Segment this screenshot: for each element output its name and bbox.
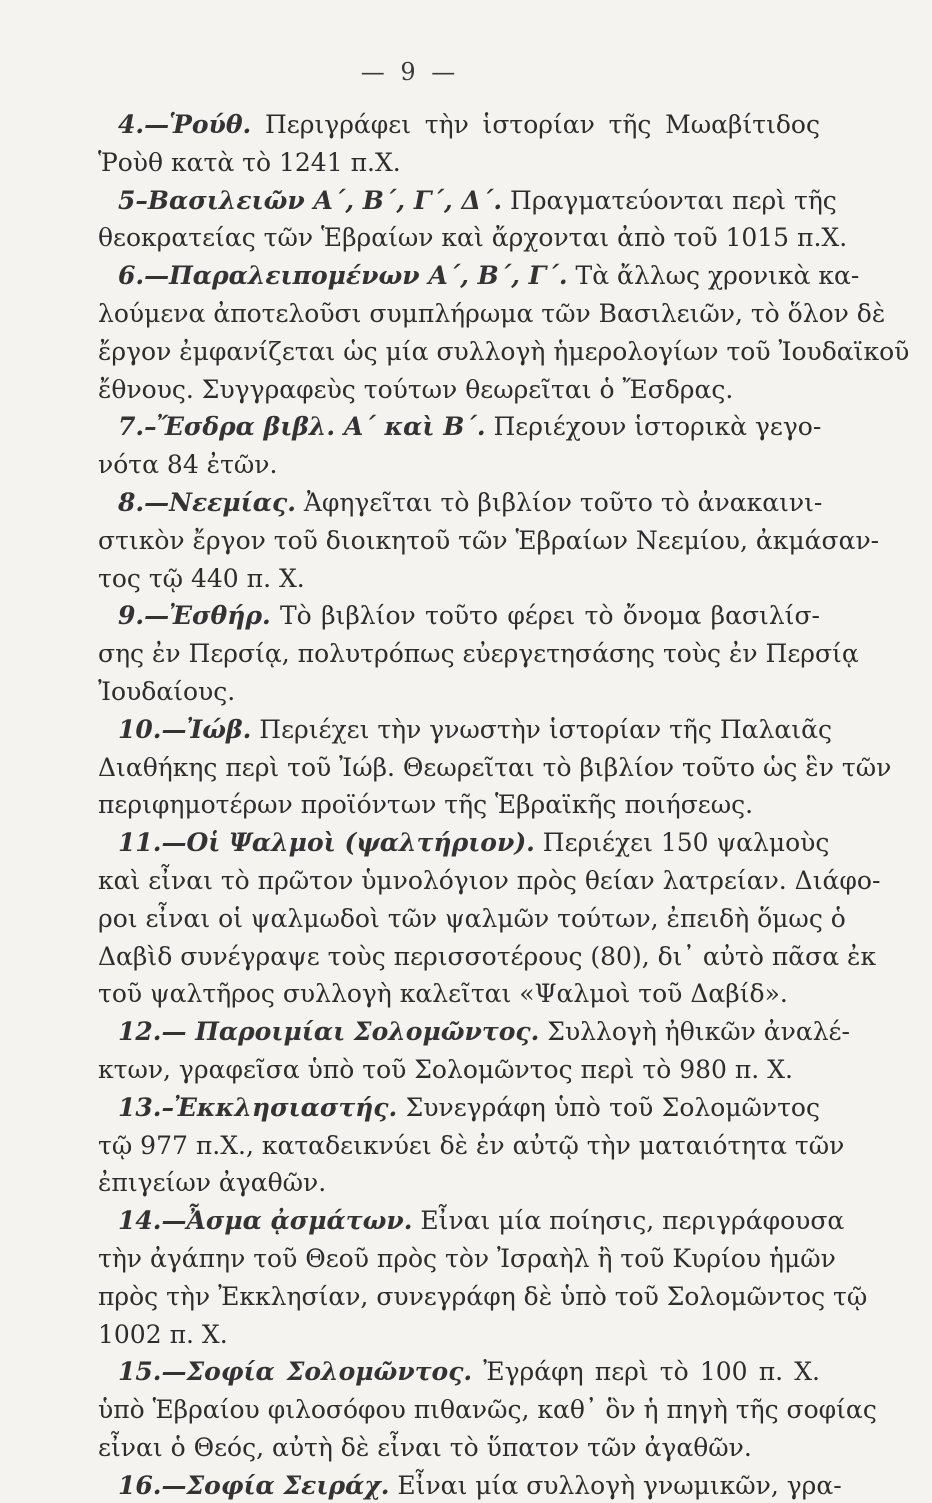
line-text: Συνεγράφη ὑπὸ τοῦ Σολομῶντος — [397, 1092, 820, 1122]
text-line — [98, 524, 880, 558]
line-text: Διαθήκης περὶ τοῦ Ἰώβ. Θεωρεῖται τὸ βιβλίον τοῦτο ὡς ἓν τῶν — [98, 752, 892, 782]
text-line — [98, 373, 818, 407]
text-line — [98, 864, 881, 898]
text-line — [98, 221, 848, 255]
line-text: ἔργον ἐμφανίζεται ὡς μία συλλογὴ ἡμερολογίων τοῦ Ἰουδαϊκοῦ — [98, 336, 910, 366]
entry-heading: 8.—Νεεμίας. — [118, 488, 296, 517]
line-text: λούμενα ἀποτελοῦσι συμπλήρωμα τῶν Βασιλειῶν, τὸ ὅλον δὲ — [98, 299, 886, 328]
line-text: πρὸς τὴν Ἐκκλησίαν, συνεγράφη δὲ ὑπὸ τοῦ Σολομῶντος τῷ — [98, 1281, 868, 1311]
entry-heading: 5–Βασιλειῶν Α΄, Β΄, Γ΄, Δ΄. — [118, 185, 503, 215]
text-line — [98, 1242, 836, 1276]
line-text: νότα 84 ἐτῶν. — [98, 450, 278, 480]
line-text: εἶναι ὁ Θεός, αὐτὴ δὲ εἶναι τὸ ὕπατον τῶν ἀγαθῶν. — [98, 1433, 752, 1462]
line-text: Πραγματεύονται περὶ τῆς — [502, 185, 837, 215]
text-line — [98, 1393, 877, 1427]
line-text: Ἐγράφη περὶ τὸ 100 π. Χ. — [472, 1357, 820, 1387]
line-text: σης ἐν Περσίᾳ, πολυτρόπως εὐεργετησάσης τοὺς ἐν Περσίᾳ — [98, 639, 859, 669]
text-line — [98, 1166, 818, 1200]
line-text: κτων, γραφεῖσα ὑπὸ τοῦ Σολομῶντος περὶ τὸ 980 π. Χ. — [98, 1055, 793, 1084]
line-text: Περιέχουν ἱστορικὰ γεγο- — [485, 412, 822, 442]
line-text: Συλλογὴ ἠθικῶν ἀναλέ- — [539, 1017, 850, 1047]
line-text: τῷ 977 π.Χ., καταδεικνύει δὲ ἐν αὐτῷ τὴν ματαιότητα τῶν — [98, 1130, 845, 1160]
text-line — [98, 1318, 818, 1352]
text-line — [98, 1280, 868, 1314]
entry-heading: 11.—Οἱ Ψαλμοὶ (ψαλτήριον). — [118, 828, 535, 858]
entry-heading: 10.—Ἰώβ. — [118, 714, 252, 744]
text-line — [98, 902, 846, 936]
text-line — [98, 335, 910, 369]
entry-heading-line — [118, 599, 820, 633]
entry-heading: 9.—Ἐσθήρ. — [118, 601, 271, 631]
line-text: Περιέχει τὴν γνωστὴν ἱστορίαν τῆς Παλαιᾶς — [251, 714, 832, 744]
text-line — [98, 297, 886, 331]
entry-heading: 6.—Παραλειπομένων Α΄, Β΄, Γ΄. — [118, 261, 568, 291]
text-line — [98, 1431, 818, 1465]
entry-heading-line — [118, 486, 823, 520]
line-text: 1002 π. Χ. — [98, 1319, 228, 1349]
entry-heading: 12.— Παροιμίαι Σολομῶντος. — [118, 1017, 540, 1047]
line-text: Τὰ ἄλλως χρονικὰ κα- — [567, 261, 860, 291]
entry-heading-line — [118, 713, 832, 747]
entry-heading-line — [118, 1091, 820, 1125]
entry-heading-line — [118, 259, 860, 293]
entry-heading: 15.—Σοφία Σολομῶντος. — [118, 1357, 473, 1387]
line-text: Εἶναι μία συλλογὴ γνωμικῶν, γρα- — [389, 1470, 842, 1500]
page-number: — 9 — — [360, 58, 460, 86]
text-line — [98, 788, 818, 822]
text-line — [98, 146, 818, 180]
entry-heading: 7.–Ἔσδρα βιβλ. Α΄ καὶ Β΄. — [118, 412, 486, 442]
line-text: ἔθνους. Συγγραφεὺς τούτων θεωρεῖται ὁ Ἔσδρας. — [98, 374, 734, 404]
entry-heading-line — [118, 1015, 850, 1049]
text-line — [98, 675, 818, 709]
entry-heading-line — [118, 1469, 842, 1503]
entry-heading-line — [118, 826, 830, 860]
entry-heading-line — [118, 1355, 820, 1389]
line-text: Ἰουδαίους. — [98, 677, 236, 706]
text-line — [98, 637, 859, 671]
line-text: Περιγράφει τὴν ἱστορίαν τῆς Μωαβίτιδος — [251, 110, 820, 139]
line-text: στικὸν ἔργον τοῦ διοικητοῦ τῶν Ἑβραίων Νεεμίου, ἀκμάσαν- — [98, 525, 880, 555]
line-text: Τὸ βιβλίον τοῦτο φέρει τὸ ὄνομα βασιλίσ- — [270, 601, 820, 631]
text-line — [98, 448, 818, 482]
entry-heading-line — [118, 1204, 845, 1238]
line-text: τος τῷ 440 π. Χ. — [98, 563, 305, 593]
line-text: ἐπιγείων ἀγαθῶν. — [98, 1168, 327, 1198]
line-text: Δαβὶδ συνέγραψε τοὺς περισσοτέρους (80), δι᾿ αὐτὸ πᾶσα ἐκ — [98, 941, 877, 971]
entry-heading: 4.—Ῥούθ. — [118, 110, 252, 139]
line-text: θεοκρατείας τῶν Ἑβραίων καὶ ἄρχονται ἀπὸ τοῦ 1015 π.Χ. — [98, 223, 848, 253]
entry-heading: 13.–Ἐκκλησιαστής. — [118, 1092, 398, 1122]
entry-heading-line — [118, 410, 820, 444]
line-text: τὴν ἀγάπην τοῦ Θεοῦ πρὸς τὸν Ἰσραὴλ ἢ τοῦ Κυρίου ἡμῶν — [98, 1244, 836, 1273]
entry-heading: 16.—Σοφία Σειράχ. — [118, 1470, 390, 1500]
entry-heading-line — [118, 108, 820, 142]
text-line — [98, 977, 818, 1011]
text-line — [98, 751, 892, 785]
line-text: ροι εἶναι οἱ ψαλμωδοὶ τῶν ψαλμῶν τούτων, ἐπειδὴ ὅμως ὁ — [98, 903, 846, 933]
line-text: περιφημοτέρων προϊόντων τῆς Ἑβραϊκῆς ποιήσεως. — [98, 790, 754, 820]
entry-heading: 14.—Ἆσμα ᾀσμάτων. — [118, 1206, 413, 1236]
line-text: Περιέχει 150 ψαλμοὺς — [534, 828, 830, 858]
text-line — [98, 562, 818, 596]
text-line — [98, 1129, 845, 1163]
line-text: καὶ εἶναι τὸ πρῶτον ὑμνολόγιον πρὸς θείαν λατρείαν. Διάφο- — [98, 866, 881, 895]
line-text: ὑπὸ Ἑβραίου φιλοσόφου πιθανῶς, καθ᾿ ὃν ἡ πηγὴ τῆς σοφίας — [98, 1395, 877, 1425]
line-text: Ῥοὺθ κατὰ τὸ 1241 π.Χ. — [98, 147, 401, 177]
text-line — [98, 940, 877, 974]
line-text: Ἀφηγεῖται τὸ βιβλίον τοῦτο τὸ ἀνακαινι- — [295, 488, 823, 517]
entry-heading-line — [118, 184, 837, 218]
line-text: τοῦ ψαλτῆρος συλλογὴ καλεῖται «Ψαλμοὶ τοῦ Δαβίδ». — [98, 979, 788, 1009]
text-line — [98, 1053, 818, 1087]
line-text: Εἶναι μία ποίησις, περιγράφουσα — [412, 1206, 845, 1236]
